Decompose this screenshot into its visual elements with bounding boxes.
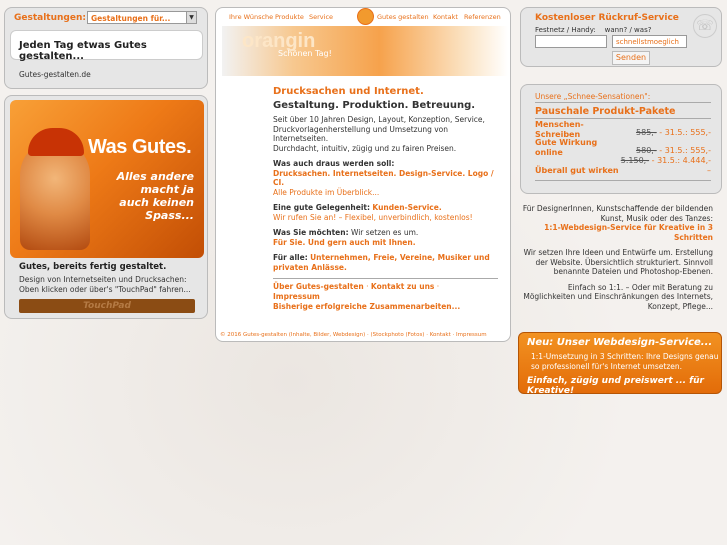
customer-service-link[interactable]: Kunden-Service. [372, 203, 442, 212]
footer-text[interactable]: © 2016 Gutes-gestalten (Inhalte, Bilder, Webdesign) · (Stockphoto (Fotos) · Kontakt · Impressum [220, 332, 487, 338]
page-title: Drucksachen und Internet. [273, 86, 424, 97]
callback-title: Kostenloser Rückruf-Service [535, 13, 679, 23]
new-price: - 31.5.: 555,- [659, 128, 711, 137]
send-button[interactable]: Senden [612, 51, 650, 65]
orange-logo-icon[interactable] [357, 8, 374, 25]
divider [273, 278, 498, 279]
child-photo [20, 140, 90, 250]
section-products-label: Was auch draus werden soll: [273, 159, 395, 168]
nav-item-service[interactable]: Service [309, 13, 334, 21]
package-price: – [707, 166, 711, 175]
callback-panel [520, 7, 722, 67]
old-price: 585,- [636, 128, 657, 137]
new-price: - 31.5.: 555,- [659, 146, 711, 155]
nav-item-kontakt[interactable]: Kontakt [433, 13, 458, 21]
site-url: Gutes-gestalten.de [19, 70, 91, 79]
main-content-panel [215, 7, 511, 342]
packages-title: Pauschale Produkt-Pakete [535, 106, 676, 117]
page-subtitle: Gestaltung. Produktion. Betreuung. [273, 100, 476, 111]
ad-text: 1:1-Umsetzung in 3 Schritten: Ihre Designs genau so professionell für's Internet umsetzen. [531, 352, 719, 371]
package-row[interactable] [535, 120, 711, 140]
creative-desc-2: Einfach so 1:1. – Oder mit Beratung zu Möglichkeiten und Einschränkungen des Internets, Konzept, Pflege... [523, 282, 713, 311]
ad-title: Neu: Unser Webdesign-Service... [527, 337, 713, 348]
cap-shape [28, 128, 84, 156]
section-service [273, 203, 498, 222]
webdesign-ad[interactable] [518, 332, 722, 394]
banner-logo: orangin [242, 30, 316, 52]
package-name: Gute Wirkung online [535, 138, 598, 157]
gestaltungen-select[interactable] [87, 11, 197, 24]
creative-service-link[interactable]: 1:1-Webdesign-Service für Kreative in 3 Schritten [544, 223, 713, 242]
promo-panel [4, 95, 208, 319]
creative-intro: Für DesignerInnen, Kunstschaffende der bildenden Kunst, Musik oder des Tanzes: [522, 204, 713, 223]
nav-item-referenzen[interactable]: Referenzen [464, 13, 501, 21]
audience-link[interactable]: Unternehmen, Freie, Vereine, Musiker und privaten Anlässe. [273, 253, 490, 272]
promo-heading: Gutes, bereits fertig gestaltet. [19, 262, 167, 272]
impressum-link[interactable]: Impressum [273, 292, 320, 301]
packages-divider [535, 102, 711, 103]
banner-greeting: Schönen Tag! [278, 49, 332, 58]
section-products [273, 159, 498, 197]
package-row[interactable] [535, 138, 711, 158]
new-price: - 31.5.: 4.444,- [651, 156, 711, 165]
all-products-link[interactable]: Alle Produkte im Überblick... [273, 187, 380, 197]
package-price [621, 156, 711, 166]
nav-item-wuensche[interactable]: Ihre Wünsche [229, 13, 274, 21]
packages-divider-3 [535, 180, 711, 181]
intro-text [273, 115, 498, 153]
references-link[interactable]: Bisherige erfolgreiche Zusammenarbeiten... [273, 302, 461, 311]
touchpad-bar[interactable]: TouchPad [19, 299, 195, 313]
phone-input[interactable] [535, 35, 607, 48]
old-price: 5.150,- [620, 156, 650, 165]
section-service-label: Eine gute Gelegenheit: [273, 203, 370, 212]
promo-image-title: Was Gutes. [88, 136, 192, 158]
section-wish-text: Wir setzen es um. [350, 228, 419, 237]
packages-kicker: Unsere „Schnee-Sensationen": [535, 92, 651, 101]
about-link[interactable]: Über Gutes-gestalten [273, 282, 364, 291]
package-row[interactable] [535, 166, 711, 178]
gestaltungen-label: Gestaltungen: [14, 13, 86, 23]
intro-line: Seit über 10 Jahren Design, Layout, Konzeption, Service, Druckvorlagenherstellung und Umsetzung von Internetseiten. [273, 115, 485, 143]
section-all-label: Für alle: [273, 253, 308, 262]
nav-item-gutes-gestalten[interactable]: Gutes gestalten [377, 13, 429, 21]
contact-link[interactable]: Kontakt zu uns [370, 282, 435, 291]
creative-service-text [515, 204, 713, 317]
gestaltungen-panel [4, 7, 208, 89]
old-price: 580,- [636, 146, 657, 155]
creative-desc: Wir setzen Ihre Ideen und Entwürfe um. Erstellung der Website. Übersichtlich strukturiert. Sinnvoll benannte Dateien und Photoshop-Ebenen. [523, 248, 713, 276]
package-name: Menschen-Schreiben [535, 120, 584, 139]
package-name: Überall gut wirken [535, 166, 619, 175]
header-banner [222, 26, 508, 76]
package-price [636, 146, 711, 156]
section-wish-label: Was Sie möchten: [273, 228, 349, 237]
section-wish [273, 228, 498, 247]
packages-divider-2 [535, 118, 711, 119]
promo-image-subtitle: Alles andere macht ja auch keinen Spass... [116, 170, 194, 222]
nav-item-produkte[interactable]: Produkte [275, 13, 304, 21]
ad-slogan: Einfach, zügig und preiswert ... für Kreative! [527, 376, 704, 396]
for-you-link[interactable]: Für Sie. Und gern auch mit Ihnen. [273, 237, 416, 247]
products-links[interactable]: Drucksachen. Internetseiten. Design-Service. Logo / CI. [273, 168, 494, 187]
top-nav [216, 8, 512, 26]
content-body [273, 86, 498, 318]
promo-image[interactable] [10, 100, 204, 258]
callback-text[interactable]: Wir rufen Sie an! – Flexibel, unverbindlich, kostenlos! [273, 212, 473, 222]
bottom-links: Über Gutes-gestalten · Kontakt zu uns · Impressum Bisherige erfolgreiche Zusammenarbeiten... [273, 282, 461, 311]
tagline-box: Jeden Tag etwas Gutes gestalten... [10, 30, 203, 60]
package-price [636, 128, 711, 138]
chevron-down-icon[interactable]: ▼ [186, 12, 196, 23]
packages-panel [520, 84, 722, 194]
phone-icon: ☏ [693, 14, 717, 38]
promo-description: Design von Internetseiten und Drucksachen: Oben klicken oder über's "TouchPad" fahren... [19, 275, 191, 294]
gestaltungen-select-value: Gestaltungen für... [91, 14, 171, 23]
section-all [273, 253, 498, 272]
callback-labels: Festnetz / Handy: wann? / was? [535, 26, 652, 34]
package-row[interactable] [535, 156, 711, 166]
intro-line-2: Durchdacht, intuitiv, zügig und zu fairen Preisen. [273, 143, 457, 153]
time-input[interactable]: schnellstmoeglich [612, 35, 687, 48]
